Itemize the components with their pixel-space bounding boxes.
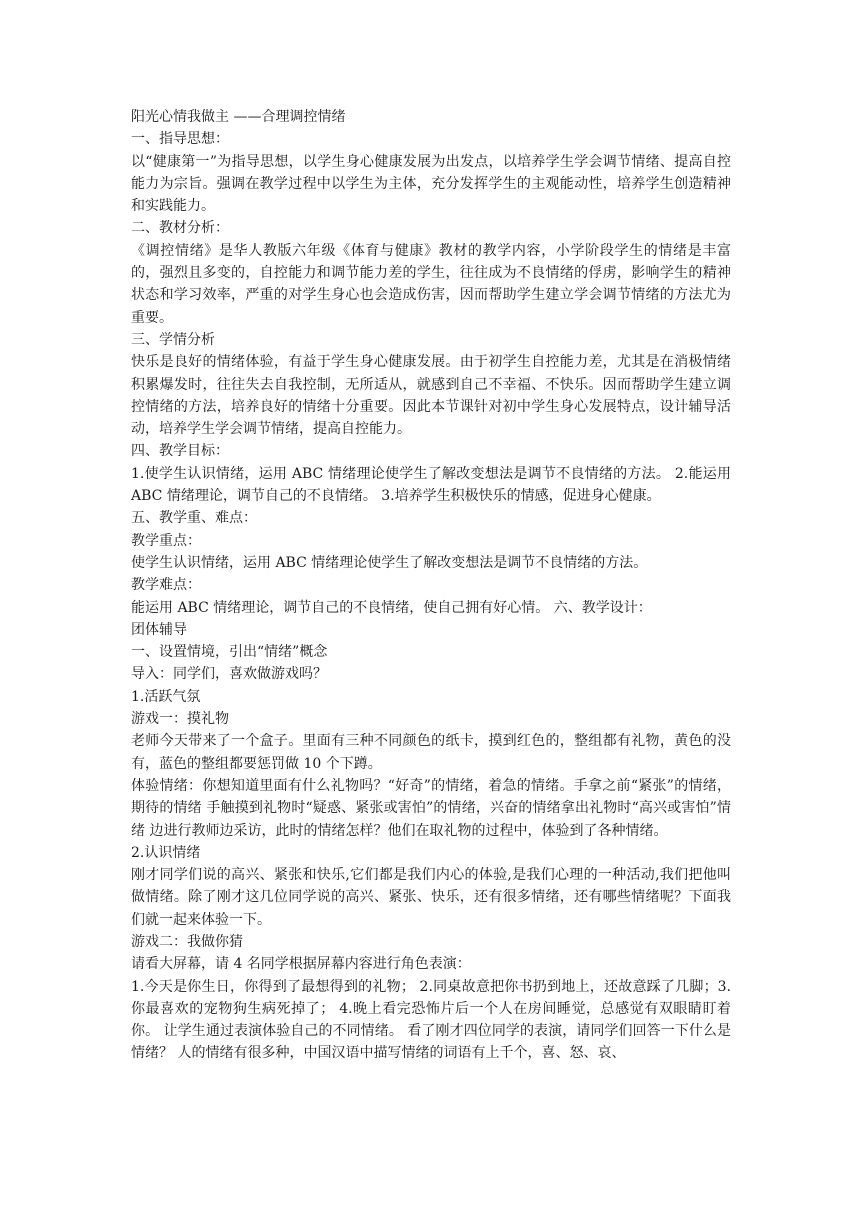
paragraph-game-two-scenarios: 1.今天是你生日，你得到了最想得到的礼物； 2.同桌故意把你书扔到地上，还故意踩了几脚；3.你最喜欢的宠物狗生病死掉了； 4.晚上看完恐怖片后一个人在房间睡觉，总感觉有双眼睛盯着你。 让学生通过表演体验自己的不同情绪。 看了刚才四位同学的表演，请同学们回答一下什么是情绪？ 人的情绪有很多种，中国汉语中描写情绪的词语有上千个，喜、怒、哀、 bbox=[131, 978, 731, 1062]
paragraph-introduction: 导入：同学们，喜欢做游戏吗？ bbox=[131, 666, 327, 683]
section-heading-guiding-thought: 一、指导思想： bbox=[131, 131, 229, 148]
paragraph-experience-emotion: 体验情绪：你想知道里面有什么礼物吗？“好奇”的情绪，着急的情绪。手拿之前“紧张”的情绪，期待的情绪 手触摸到礼物时“疑惑、紧张或害怕”的情绪，兴奋的情绪拿出礼物时“高兴或害怕”情绪 边进行教师边采访，此时的情绪怎样？他们在取礼物的过程中，体验到了各种情绪。 bbox=[131, 777, 731, 839]
subheading-game-two: 游戏二：我做你猜 bbox=[131, 933, 243, 950]
paragraph-teaching-goals: 1.使学生认识情绪，运用 ABC 情绪理论使学生了解改变想法是调节不良情绪的方法。 2.能运用 ABC 情绪理论，调节自己的不良情绪。 3.培养学生积极快乐的情感，促进身心健康。 bbox=[131, 465, 731, 505]
paragraph-game-two-intro: 请看大屏幕，请 4 名同学根据屏幕内容进行角色表演： bbox=[131, 956, 471, 973]
paragraph-student-analysis: 快乐是良好的情绪体验，有益于学生身心健康发展。由于初学生自控能力差，尤其是在消极情绪积累爆发时，往往失去自我控制，无所适从，就感到自己不幸福、不快乐。因而帮助学生建立调控情绪的方法，培养良好的情绪十分重要。因此本节课针对初中学生身心发展特点，设计辅导活动，培养学生学会调节情绪，提高自控能力。 bbox=[131, 354, 731, 438]
subheading-know-emotion: 2.认识情绪 bbox=[131, 844, 201, 861]
subheading-warm-up: 1.活跃气氛 bbox=[131, 688, 201, 705]
section-heading-teaching-goals: 四、教学目标： bbox=[131, 443, 229, 460]
section-heading-key-points: 五、教学重、难点： bbox=[131, 510, 257, 527]
subheading-game-one: 游戏一：摸礼物 bbox=[131, 711, 229, 728]
paragraph-know-emotion: 刚才同学们说的高兴、紧张和快乐,它们都是我们内心的体验,是我们心理的一种活动,我们把他叫做情绪。除了刚才这几位同学说的高兴、紧张、快乐，还有很多情绪，还有哪些情绪呢？下面我们就一起来体验一下。 bbox=[131, 867, 731, 928]
section-heading-student-analysis: 三、学情分析 bbox=[131, 331, 215, 348]
subheading-group-counseling: 团体辅导 bbox=[131, 621, 187, 638]
section-heading-textbook-analysis: 二、教材分析： bbox=[131, 220, 229, 237]
subheading-difficult-point: 教学难点： bbox=[131, 577, 201, 594]
paragraph-guiding-thought: 以“健康第一”为指导思想，以学生身心健康发展为出发点，以培养学生学会调节情绪、提高自控能力为宗旨。强调在教学过程中以学生为主体，充分发挥学生的主观能动性，培养学生创造精神和实践能力。 bbox=[131, 153, 731, 215]
document-body bbox=[131, 106, 731, 1065]
paragraph-game-one: 老师今天带来了一个盒子。里面有三种不同颜色的纸卡，摸到红色的，整组都有礼物，黄色的没有，蓝色的整组都要惩罚做 10 个下蹲。 bbox=[131, 733, 731, 772]
document-title: 阳光心情我做主 ——合理调控情绪 bbox=[131, 109, 346, 125]
subheading-key-point: 教学重点： bbox=[131, 532, 201, 549]
paragraph-key-point: 使学生认识情绪，运用 ABC 情绪理论使学生了解改变想法是调节不良情绪的方法。 bbox=[131, 554, 648, 571]
paragraph-textbook-analysis: 《调控情绪》是华人教版六年级《体育与健康》教材的教学内容，小学阶段学生的情绪是丰富的，强烈且多变的，自控能力和调节能力差的学生，往往成为不良情绪的俘虏，影响学生的精神状态和学习效率，严重的对学生身心也会造成伤害，因而帮助学生建立学会调节情绪的方法尤为重要。 bbox=[131, 242, 731, 326]
subheading-set-scenario: 一、设置情境，引出“情绪”概念 bbox=[131, 644, 328, 661]
paragraph-difficult-point: 能运用 ABC 情绪理论，调节自己的不良情绪，使自己拥有好心情。 六、教学设计： bbox=[131, 599, 652, 616]
